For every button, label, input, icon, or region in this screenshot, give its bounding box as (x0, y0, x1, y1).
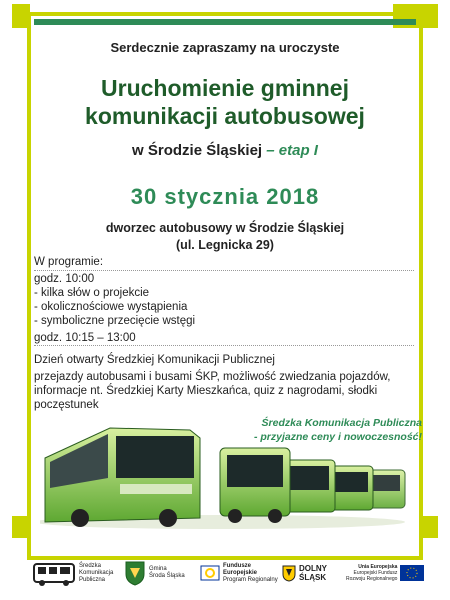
venue-line-1: dworzec autobusowy w Środzie Śląskiej (105, 221, 345, 235)
fe-logo-text: Program Regionalny (223, 576, 278, 583)
gmina-logo (124, 555, 185, 591)
slogan-line-1: Średzka Komunikacja Publiczna (261, 417, 422, 429)
program-item: - kilka słów o projekcie (34, 287, 150, 299)
open-day-title: Dzień otwarty Średzkiej Komunikacji Publicznej (34, 354, 275, 366)
divider (34, 345, 414, 346)
dolny-slask-logo (282, 555, 327, 591)
invite-text: Serdecznie zapraszamy na uroczyste (110, 40, 340, 55)
program-item: godz. 10:15 – 13:00 (34, 332, 136, 344)
skp-logo-text: Publiczna (79, 576, 106, 583)
gmina-logo-text: Środa Śląska (149, 573, 185, 579)
program-item: godz. 10:00 (34, 273, 95, 285)
subtitle (0, 142, 450, 159)
venue-line-2: (ul. Legnicka 29) (176, 238, 274, 252)
bus-icon (32, 558, 76, 588)
eu-logo-text: Unia Europejska (358, 564, 398, 570)
divider (34, 270, 414, 271)
bus-2 (220, 448, 290, 523)
dolny-slask-logo-text: ŚLĄSK (299, 573, 327, 582)
eagle-icon (282, 564, 296, 582)
title-line-2: komunikacji autobusowej (85, 103, 365, 129)
gmina-logo-text: Gmina (149, 566, 167, 572)
fe-logo-text: Fundusze (223, 562, 251, 569)
program-header: W programie: (34, 256, 104, 268)
program-item: - symboliczne przecięcie wstęgi (34, 315, 196, 327)
event-date: 30 stycznia 2018 (130, 184, 320, 209)
logo-footer (0, 555, 450, 600)
program-list (34, 272, 195, 345)
bus-1 (45, 428, 200, 527)
eu-logo (346, 555, 424, 591)
slogan-line-2: - przyjazne ceny i nowoczesność! (253, 431, 422, 443)
eu-flag-icon (400, 565, 424, 581)
venue (0, 220, 450, 254)
eu-funds-icon (200, 563, 220, 583)
subtitle-location: w Środzie Śląskiej (132, 142, 263, 159)
eu-logo-text: Rozwoju Regionalnego (346, 576, 398, 582)
skp-logo-text: Średzka (79, 562, 102, 569)
dolny-slask-logo-text: DOLNY (299, 564, 327, 573)
eu-logo-text: Europejski Fundusz (353, 570, 398, 576)
subtitle-stage: – etap I (266, 142, 318, 159)
fe-logo-text: Europejskie (223, 569, 258, 576)
slogan (254, 416, 422, 444)
skp-logo-text: Komunikacja (79, 569, 114, 576)
program-item: - okolicznościowe wystąpienia (34, 301, 188, 313)
fe-logo (200, 555, 278, 591)
poster-title (0, 74, 450, 130)
top-green-bar (34, 19, 416, 25)
open-day-description: przejazdy autobusami i busami ŚKP, możliwość zwiedzania pojazdów, informacje nt. Średzkiej Karty Mieszkańca, quiz z nagrodami, słodki poczęstunek (34, 371, 391, 411)
skp-logo (32, 555, 113, 591)
coat-of-arms-icon (124, 560, 146, 586)
title-line-1: Uruchomienie gminnej (101, 75, 349, 101)
